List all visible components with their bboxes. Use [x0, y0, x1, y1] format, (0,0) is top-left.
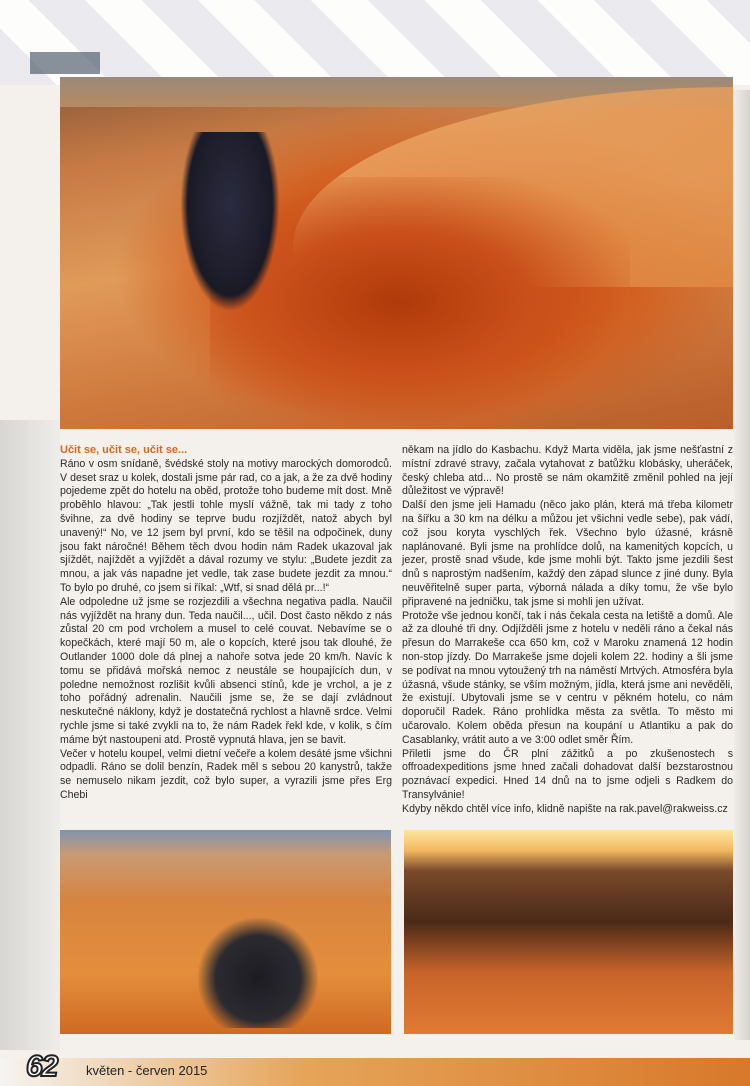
hero-photo-quad-dunes: [60, 77, 733, 429]
magazine-logo: [30, 52, 100, 74]
checkered-flag-background: [0, 0, 750, 85]
grunge-right-decoration: [734, 90, 750, 1040]
paragraph: Ale odpoledne už jsme se rozjezdili a všechna negativa padla. Naučil nás vyjíždět na hrany dun. Teda naučil..., učil. Dost často někdo z nás zůstal 20 cm pod vrcholem a musel to celé couvat. Nebavíme se o kopečkách, které mají 50 m, ale o kopcích, které jsou tak dlouhé, že Outlander 1000 dole dá plnej a nahoře sotva jede 20 km/h. Navíc k tomu se přidává mořská nemoc z neustále se houpajících dun, v poledne nemožnost rozlišit kvůli absenci stínů, kde je vrchol, a je z toho pořádný adrenalin. Naučili jsme se, že se dají zvládnout neskutečné náklony, když je dostatečná rychlost a hlavně srdce. Velmi rychle jsme si také zvykli na to, že nám Radek řekl kde, v kolik, s čím máme být nastoupeni atd. Prostě vypnutá hlava, jen se bavit.: [60, 595, 392, 746]
article-column-1: [60, 444, 392, 803]
paragraph: Večer v hotelu koupel, velmi dietní večeře a kolem desáté jsme všichni odpadli. Ráno se dolil benzín, Radek měl s sebou 20 kanystrů, takže se nemuselo nikam jezdit, což bylo super, a vyrazili jsme přes Erg Chebi: [60, 747, 392, 801]
issue-date: květen - červen 2015: [86, 1063, 208, 1078]
contact-line: Kdyby někdo chtěl více info, klidně napište na rak.pavel@rakweiss.cz: [402, 802, 728, 815]
paragraph: Protože vše jednou končí, tak i nás čekala cesta na letiště a domů. Ale až za dlouhé tři dny. Odjížděli jsme z hotelu v neděli ráno a čekal nás přesun do Marrakeše cca 650 km, což v Maroku znamená 12 hodin non-stop jízdy. Do Marrakeše jsme dojeli kolem 22. hodiny a šli jsme se podívat na mnou vytoužený trh na náměstí Mrtvých. Atmosféra byla úžasná, všude stánky, se vším možným, jídla, která jsme ani nevěděli, že existují. Ubytovali jsme se v centru v pěkném hotelu, co nám doporučil Radek. Ráno prohlídka města za světla. To město mi učarovalo. Kolem oběda přesun na koupání u Atlantiku a pak do Casablanky, vrátit auto a ve 3:00 odlet směr Řím.: [402, 609, 733, 746]
paragraph: Další den jsme jeli Hamadu (něco jako plán, která má třeba kilometr na šířku a 30 km na délku a můžou jet všichni vedle sebe), pak vádí, což jsou koryta vyschlých řek. Všechno bylo úžasné, krásně naplánované. Byli jsme na prohlídce dolů, na kamenitých kopcích, u jezer, prostě snad všude, kde jsme mohli být. Takto jsme jezdili šest dnů s naprostým nadšením, každý den západ slunce z jiné duny. Byla neuvěřitelně super parta, výborná nálada a díky tomu, že vše bylo připravené na jedničku, tak jsme si mohli jen užívat.: [402, 499, 733, 608]
paragraph: Přiletli jsme do ČR plní zážitků a po zkušenostech s offroadexpeditions jsme hned začali dohadovat další bezstarostnou poznávací expedici. Hned 14 dnů na to jsme odjeli s Radkem do Transylvánie!: [402, 747, 733, 801]
hero-rider: [180, 132, 280, 312]
article-column-2: [402, 444, 733, 817]
grunge-left-decoration: [0, 420, 60, 1050]
paragraph: Ráno v osm snídaně, švédské stoly na motivy marockých domorodců. V deset sraz u kolek, dostali jsme pár rad, co a jak, a že za dvě hodiny pojedeme zpět do hotelu na oběd, protože toho budeme mít dost. Mně proběhlo hlavou: „Tak jestli tohle myslí vážně, tak mi tady z toho švihne, za dvě hodiny se teprve budu rozjíždět, natož abych byl unavený!“ No, ve 12 jsem byl první, kdo se těšil na odpočinek, duny jsou fakt náročné! Během těch dvou hodin nám Radek ukazoval jak sjíždět, najíždět a vyjíždět a dával rozumy ve stylu: „Budete jezdit za mnou, a jak vás napadne jet vedle, tak zase budete jezdit za mnou.“ To bylo po druhé, co jsem si říkal: „Wtf, si snad dělá pr...!“: [60, 457, 392, 594]
photo-atv-rider: [60, 830, 391, 1034]
atv-silhouette: [198, 918, 318, 1028]
photo-sunset-dunes: [404, 830, 733, 1034]
article-heading: Učit se, učit se, učit se...: [60, 444, 188, 456]
page-number: 62: [26, 1050, 58, 1083]
paragraph: někam na jídlo do Kasbachu. Když Marta viděla, jak jsme nešťastní z místní zdravé stravy, začala vytahovat z batůžku klobásky, uheráček, český chleba atd... No prostě se nám okamžitě změnil pohled na její důležitost ve výpravě!: [402, 444, 733, 498]
